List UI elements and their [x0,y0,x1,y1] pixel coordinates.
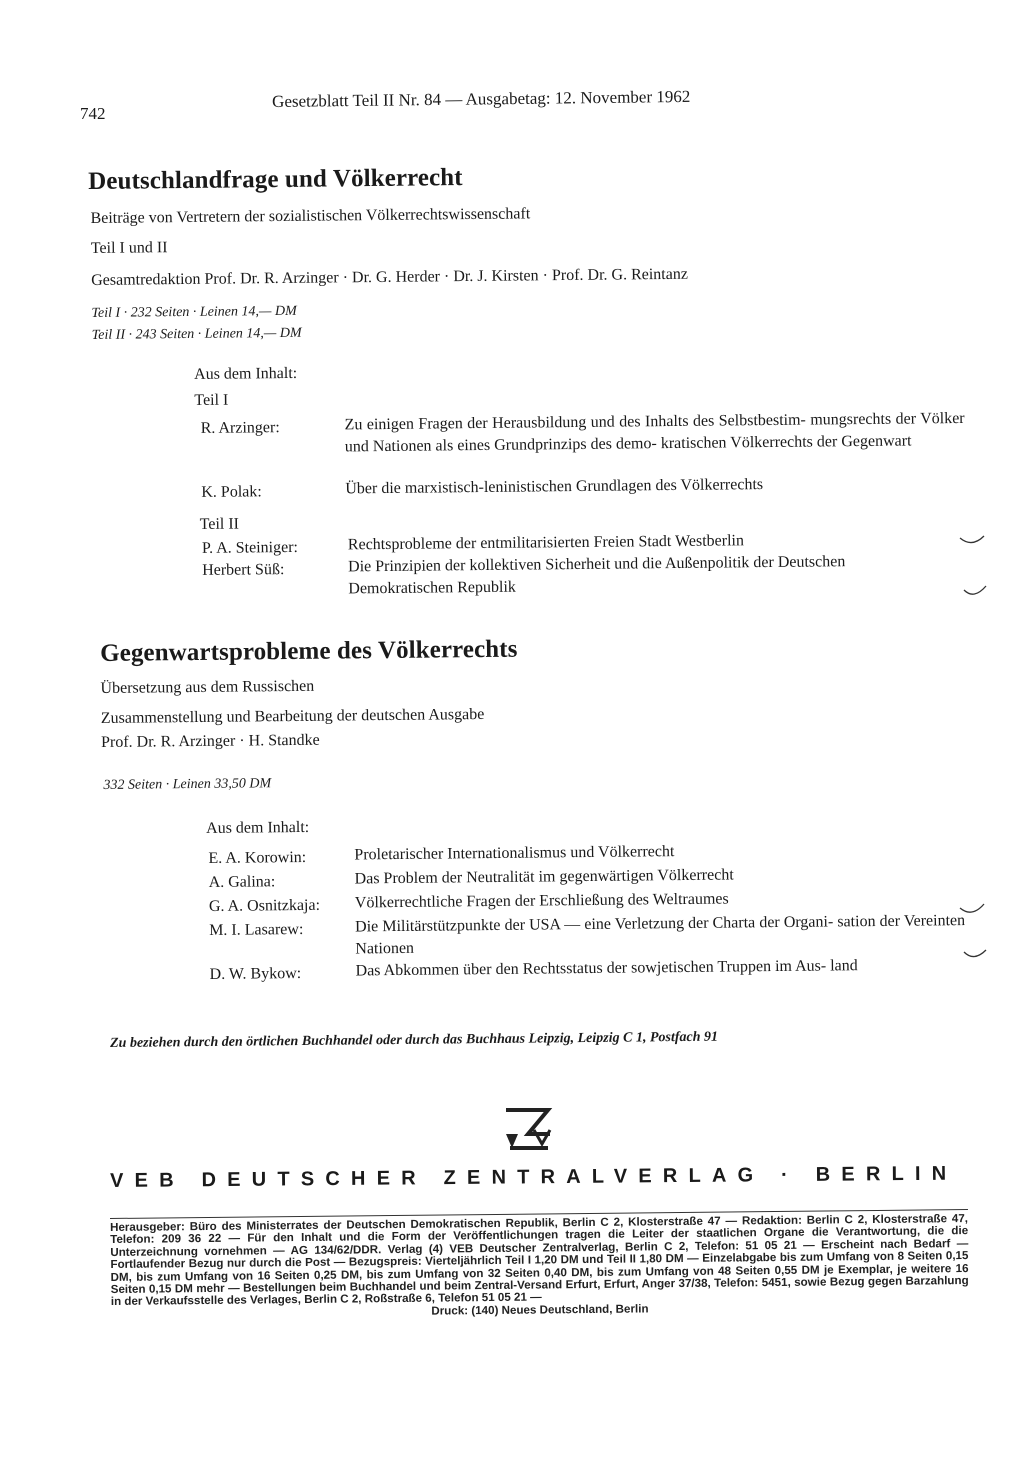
book1-block [88,159,968,343]
running-title: Gesetzblatt Teil II Nr. 84 — Ausgabetag: 12. November 1962 [272,86,691,111]
book2-editing: Zusammenstellung und Bearbeitung der deutschen Ausgabe [100,705,485,727]
book2-title: Gegenwartsprobleme des Völkerrechts [100,635,518,667]
book1-editors: Gesamtredaktion Prof. Dr. R. Arzinger · Dr. G. Herder · Dr. J. Kirsten · Prof. Dr. G. Reintanz [91,265,688,289]
book1-parts: Teil I und II [90,239,168,257]
book2-block [100,631,980,793]
publisher-logo [498,1104,558,1160]
book1-part2-label: Teil II [199,515,240,533]
entry-author: P. A. Steiniger: [201,538,299,557]
imprint [110,1213,969,1321]
book1-price-part1: Teil I · 232 Seiten · Leinen 14,— DM [91,303,297,321]
zv-logo-icon [498,1104,558,1160]
entry-title: Die Prinzipien der kollektiven Sicherheit und die Außenpolitik der Deutschen Demokratischen Republik [348,553,846,598]
book1-part1-label: Teil I [194,391,229,409]
book2-contents-label: Aus dem Inhalt: [206,818,310,837]
entry-author: M. I. Lasarew: [209,920,304,939]
margin-marks-icon [950,520,990,610]
entry-author: E. A. Korowin: [208,848,307,867]
entry-title: Zu einigen Fragen der Herausbildung und des Inhalts des Selbstbestim- mungsrechts der Völker und Nationen als eines Grundprinzips des demo- kratischen Völkerrechts der Gegenwart [344,409,965,456]
book1-subtitle: Beiträge von Vertretern der sozialistischen Völkerrechtswissenschaft [90,205,531,227]
entry-title: Völkerrechtliche Fragen der Erschließung des Weltraumes [354,890,729,912]
entry-author: A. Galina: [208,873,276,891]
book2-subtitle: Übersetzung aus dem Russischen [100,677,315,697]
entry-author: Herbert Süß: [202,561,285,579]
entry-author: K. Polak: [201,483,262,501]
entry-title: Proletarischer Internationalismus und Völkerrecht [354,843,675,864]
book1-contents [194,358,974,598]
imprint-body: Herausgeber: Büro des Ministerrates der Deutschen Demokratischen Republik, Berlin C 2, Klosterstraße 47 — Redaktion: Berlin C 2, Klosterstraße 47, Telefon: 209 36 22 — Für den Inhalt und die Form der Veröffentlichungen tragen die Leiter der staatlichen Organe die Verantwortung, die die Unterzeichnung vornehmen — AG 134/62/DDR. Verlag (4) VEB Deutscher Zentralverlag, Berlin C 2, Telefon: 51 05 21 — Erscheint nach Bedarf — Fortlaufender Bezug nur durch die Post — Bezugspreis: Vierteljährlich Teil I 1,20 DM und Teil II 1,80 DM — Einzelabgabe bis zum Umfang von 8 Seiten 0,15 DM, bis zum Umfang von 16 Seiten 0,25 DM, bis zum Umfang von 32 Seiten 0,40 DM, bis zum Umfang von 48 Seiten 0,55 DM je Exemplar, je weitere 16 Seiten 0,15 DM mehr — Bestellungen beim Buchhandel und beim Zentral-Versand Erfurt, Erfurt, Anger 37/38, Telefon: 5451, sowie Bezug gegen Barzahlung in der Verkaufsstelle des Verlages, Berlin C 2, Roßstraße 6, Telefon 51 05 21 — [109,1212,969,1309]
entry-author: G. A. Osnitzkaja: [208,896,321,915]
entry-author: R. Arzinger: [200,419,280,437]
order-note: Zu beziehen durch den örtlichen Buchhandel oder durch das Buchhaus Leipzig, Leipzig C 1, Postfach 91 [110,1029,719,1051]
entry-title: Über die marxistisch-leninistischen Grundlagen des Völkerrechts [345,476,764,498]
entry-title: Das Problem der Neutralität im gegenwärtigen Völkerrecht [354,866,734,888]
margin-marks-icon [950,890,990,970]
entry-title: Die Militärstützpunkte der USA — eine Verletzung der Charta der Organi- sation der Vereinten Nationen [355,912,966,958]
page-number: 742 [80,104,106,123]
entry-author: D. W. Bykow: [209,965,302,983]
book1-price-part2: Teil II · 243 Seiten · Leinen 14,— DM [91,325,302,343]
book1-title: Deutschlandfrage und Völkerrecht [88,164,463,195]
imprint-print: Druck: (140) Neues Deutschland, Berlin [431,1302,649,1318]
entry-title: Das Abkommen über den Rechtsstatus der sowjetischen Truppen im Aus- land [355,957,858,980]
book2-price: 332 Seiten · Leinen 33,50 DM [103,776,272,793]
publisher-name: VEB DEUTSCHER ZENTRALVERLAG · BERLIN [110,1162,958,1192]
book2-contents [206,812,976,983]
entry-title: Rechtsprobleme der entmilitarisierten Freien Stadt Westberlin [347,532,745,554]
book1-contents-label: Aus dem Inhalt: [194,364,298,383]
book2-editors: Prof. Dr. R. Arzinger · H. Standke [100,731,320,751]
